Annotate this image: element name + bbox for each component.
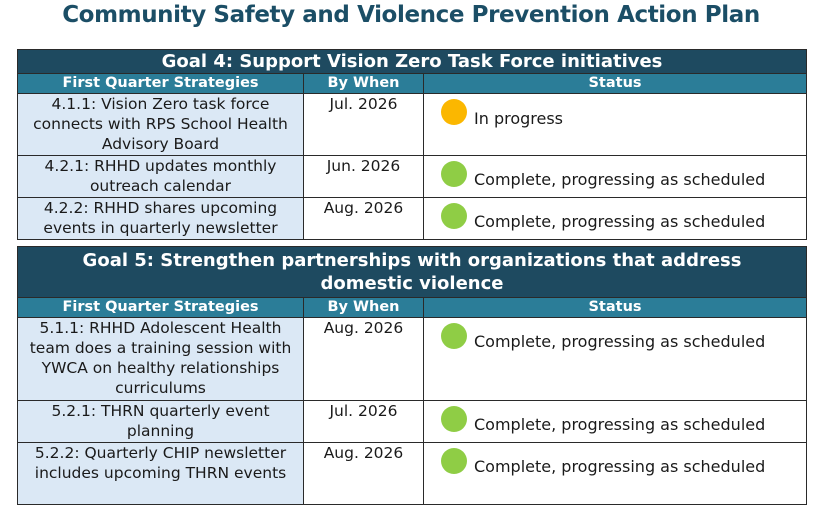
green-circle-icon [441, 448, 467, 474]
by-when-cell: Jun. 2026 [304, 156, 424, 198]
by-when-cell: Aug. 2026 [304, 318, 424, 401]
goal5-col-status: Status [424, 298, 807, 318]
strategy-cell: 4.1.1: Vision Zero task force connects with RPS School Health Advisory Board [18, 94, 304, 156]
goal4-col-when: By When [304, 74, 424, 94]
status-text: Complete, progressing as scheduled [474, 415, 766, 434]
status-cell [424, 156, 807, 198]
by-when-cell: Aug. 2026 [304, 443, 424, 505]
status-text: Complete, progressing as scheduled [474, 332, 766, 351]
table-row [18, 156, 807, 198]
green-circle-icon [441, 203, 467, 229]
status-text: Complete, progressing as scheduled [474, 212, 766, 231]
page-title: Community Safety and Violence Prevention Action Plan [62, 2, 760, 28]
status-cell [424, 443, 807, 505]
status-cell [424, 318, 807, 401]
by-when-cell: Jul. 2026 [304, 401, 424, 443]
status-text: Complete, progressing as scheduled [474, 457, 766, 476]
by-when-cell: Jul. 2026 [304, 94, 424, 156]
goal5-col-strategies: First Quarter Strategies [18, 298, 304, 318]
strategy-cell: 5.2.1: THRN quarterly event planning [18, 401, 304, 443]
yellow-circle-icon [441, 99, 467, 125]
status-cell [424, 401, 807, 443]
table-row [18, 94, 807, 156]
table-row [18, 443, 807, 505]
status-cell [424, 94, 807, 156]
strategy-cell: 5.1.1: RHHD Adolescent Health team does a training session with YWCA on healthy relationships curriculums [18, 318, 304, 401]
goal4-col-strategies: First Quarter Strategies [18, 74, 304, 94]
green-circle-icon [441, 406, 467, 432]
goal4-title: Goal 4: Support Vision Zero Task Force initiatives [18, 50, 807, 74]
table-row [18, 401, 807, 443]
status-text: In progress [474, 109, 564, 128]
goal4-table [17, 49, 807, 240]
table-row [18, 318, 807, 401]
table-row [18, 198, 807, 240]
status-text: Complete, progressing as scheduled [474, 170, 766, 189]
strategy-cell: 4.2.2: RHHD shares upcoming events in quarterly newsletter [18, 198, 304, 240]
goal5-col-when: By When [304, 298, 424, 318]
strategy-cell: 5.2.2: Quarterly CHIP newsletter includes upcoming THRN events [18, 443, 304, 505]
goal4-col-status: Status [424, 74, 807, 94]
status-cell [424, 198, 807, 240]
goal5-title: Goal 5: Strengthen partnerships with organizations that address domestic violence [18, 247, 807, 298]
goal5-table [17, 246, 807, 505]
green-circle-icon [441, 161, 467, 187]
by-when-cell: Aug. 2026 [304, 198, 424, 240]
green-circle-icon [441, 323, 467, 349]
strategy-cell: 4.2.1: RHHD updates monthly outreach calendar [18, 156, 304, 198]
